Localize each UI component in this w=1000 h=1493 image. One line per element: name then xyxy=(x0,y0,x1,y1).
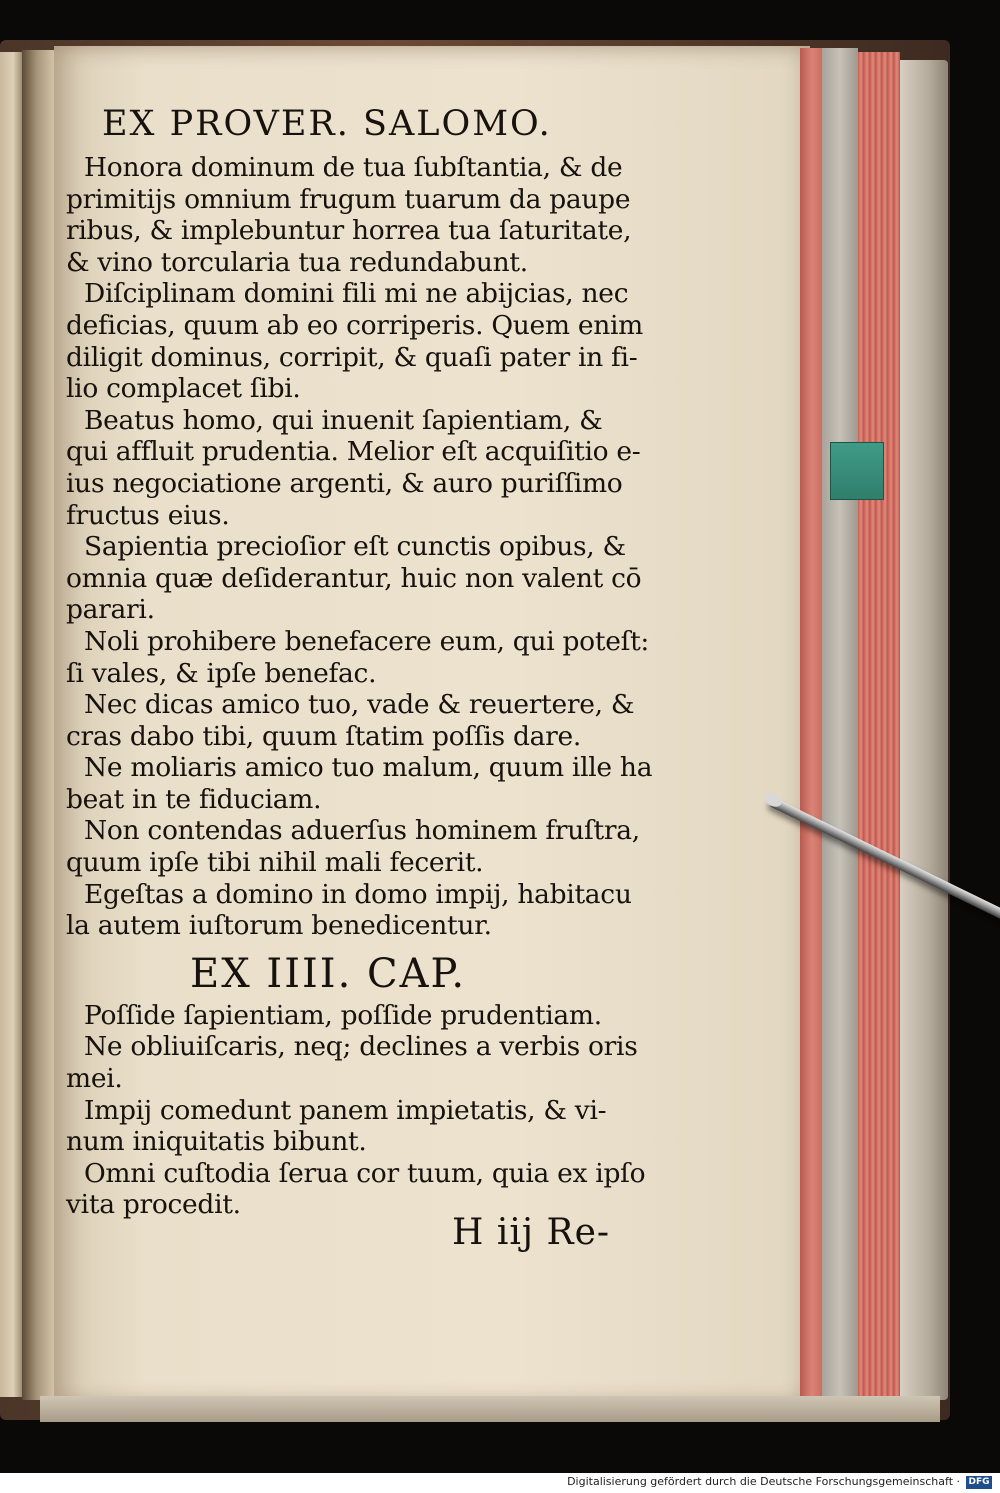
text-line: Sapientia precioſior eſt cunctis opibus, & xyxy=(84,531,626,563)
text-line: deficias, quum ab eo corriperis. Quem enim xyxy=(66,309,644,341)
page-text xyxy=(66,104,656,1221)
text-line: num iniquitatis bibunt. xyxy=(66,1126,367,1158)
left-page-edge xyxy=(0,52,24,1397)
page-edge-grey xyxy=(822,48,858,1396)
text-line: Beatus homo, qui inuenit ſapientiam, & xyxy=(84,404,603,436)
text-line: parari. xyxy=(66,594,155,626)
page-edge-red xyxy=(800,48,824,1396)
text-line: Egeſtas a domino in domo impij, habitacu xyxy=(84,878,632,910)
chapter-heading: EX IIII. CAP. xyxy=(190,950,467,997)
text-line: & vino torcularia tua redundabunt. xyxy=(66,246,528,278)
book-gutter xyxy=(22,50,56,1400)
bookmark-tab xyxy=(830,442,884,500)
text-line: vita procedit. xyxy=(66,1189,241,1221)
text-line: Impij comedunt panem impietatis, & vi- xyxy=(84,1094,607,1126)
text-line: quum ipſe tibi nihil mali fecerit. xyxy=(66,847,484,879)
text-line: Poſſide ſapientiam, poſſide prudentiam. xyxy=(84,999,602,1031)
text-line: Diſciplinam domini fili mi ne abijcias, nec xyxy=(84,278,629,310)
text-line: Ne moliaris amico tuo malum, quum ille ha xyxy=(84,752,653,784)
text-line: cras dabo tibi, quum ſtatim poſſis dare. xyxy=(66,720,581,752)
footer-credit: Digitalisierung gefördert durch die Deutsche Forschungsgemeinschaft · xyxy=(567,1475,960,1488)
text-line: beat in te fiduciam. xyxy=(66,783,322,815)
text-line: Omni cuſtodia ſerua cor tuum, quia ex ipſo xyxy=(84,1157,646,1189)
text-line: Ne obliuiſcaris, neq; declines a verbis oris xyxy=(84,1031,638,1063)
signature-catchword: H iij Re- xyxy=(452,1212,611,1253)
text-line: ribus, & implebuntur horrea tua ſaturitate, xyxy=(66,215,632,247)
text-line: qui affluit prudentia. Melior eſt acquiſitio e- xyxy=(66,436,641,468)
text-line: Honora dominum de tua ſubſtantia, & de xyxy=(84,152,623,183)
text-line: ius negociatione argenti, & auro puriſſimo xyxy=(66,467,623,499)
digitization-footer xyxy=(0,1473,1000,1493)
cover-bottom-edge xyxy=(40,1396,940,1422)
text-line: Nec dicas amico tuo, vade & reuertere, & xyxy=(84,689,635,721)
text-line: primitijs omnium frugum tuarum da paupe xyxy=(66,183,631,215)
text-line: lio complacet ſibi. xyxy=(66,373,301,405)
text-line: omnia quæ deſiderantur, huic non valent cō xyxy=(66,562,642,594)
page-edge-red-stack xyxy=(858,52,900,1396)
text-line: Non contendas aduerſus hominem fruſtra, xyxy=(84,815,640,847)
cover-board-edge xyxy=(900,60,948,1400)
text-line: ſi vales, & ipſe benefac. xyxy=(66,657,377,689)
dfg-logo-icon: DFG xyxy=(966,1476,992,1489)
text-line: la autem iuſtorum benedicentur. xyxy=(66,910,492,942)
text-line: diligit dominus, corripit, & quaſi pater in fi- xyxy=(66,341,638,373)
text-line: fructus eius. xyxy=(66,499,230,531)
text-line: mei. xyxy=(66,1063,123,1095)
running-header: EX PROVER. SALOMO. xyxy=(102,104,552,144)
text-line: Noli prohibere benefacere eum, qui poteſt: xyxy=(84,625,650,657)
